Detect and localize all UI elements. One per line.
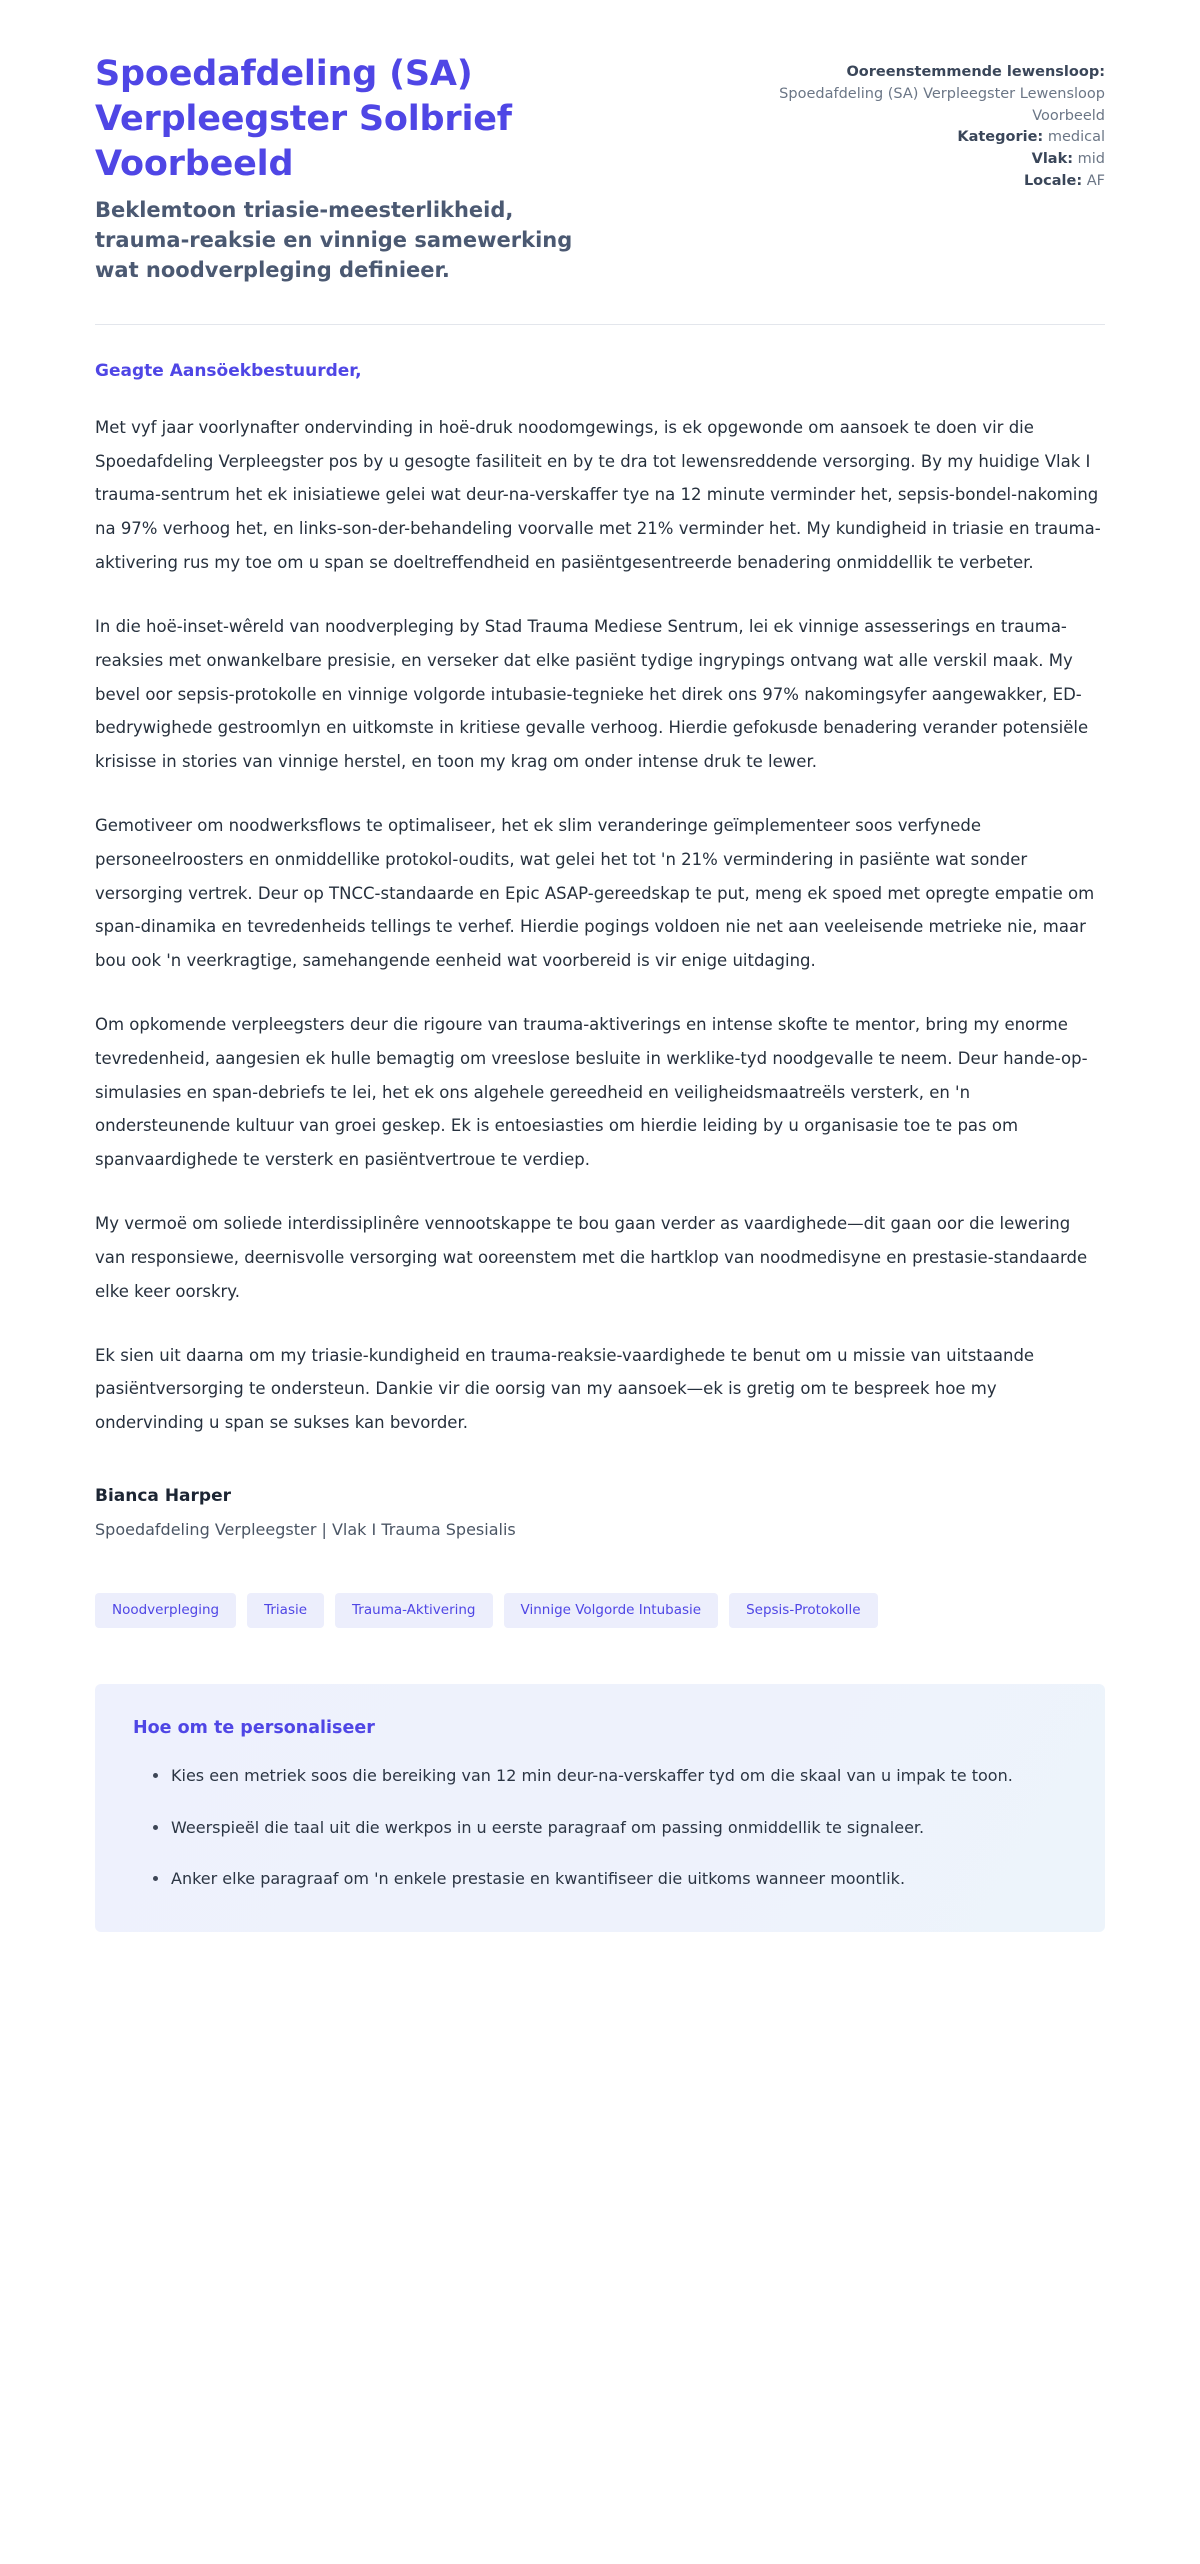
tag-chip[interactable]: Sepsis-Protokolle — [729, 1593, 878, 1629]
page-subtitle: Beklemtoon triasie-meesterlikheid, trauma-reaksie en vinnige samewerking wat noodverpleging definieer. — [95, 198, 573, 283]
callout-tip-list — [133, 1760, 1067, 1894]
tag-chip[interactable]: Trauma-Aktivering — [335, 1593, 492, 1629]
tag-chip[interactable]: Noodverpleging — [95, 1593, 236, 1629]
meta-locale-label: Locale: — [1023, 172, 1083, 189]
signature-block — [95, 1486, 1105, 1539]
meta-level-label: Vlak: — [1031, 151, 1074, 167]
cover-letter-body — [95, 325, 1105, 1539]
tag-chip[interactable]: Triasie — [247, 1593, 324, 1629]
letter-paragraph: Ek sien uit daarna om my triasie-kundigheid en trauma-reaksie-vaardighede te benut om u missie van uitstaande pasiëntversorging te ondersteun. Dankie vir die oorsig van my aansoek—ek is gretig om te bespreek hoe my ondervinding u span se sukses kan bevorder. — [95, 1345, 1035, 1433]
meta-matching-resume-value: Spoedafdeling (SA) Verpleegster Lewensloop Voorbeeld — [779, 85, 1105, 124]
letter-paragraph: Met vyf jaar voorlynafter ondervinding in hoë-druk noodomgewings, is ek opgewonde om aansoek te doen vir die Spoedafdeling Verpleegster pos by u gesogte fasiliteit en by te dra tot lewensreddende versorging. By my huidige Vlak I trauma-sentrum het ek inisiatiewe gelei wat deur-na-verskaffer tye na 12 minute verminder het, sepsis-bondel-nakoming na 97% verhoog het, en links-son-der-behandeling voorvalle met 21% verminder het. My kundigheid in triasie en trauma-aktivering rus my toe om u span se doeltreffendheid en pasiëntgesentreerde benadering onmiddellik te verbeter. — [95, 417, 1101, 573]
meta-locale-value: AF — [1086, 172, 1105, 189]
header-text-block — [95, 52, 595, 286]
letter-paragraph: Gemotiveer om noodwerksflows te optimaliseer, het ek slim veranderinge geïmplementeer soos verfynede personeelroosters en onmiddellike protokol-oudits, wat gelei het tot 'n 21% vermindering in pasiënte wat sonder versorging vertrek. Deur op TNCC-standaarde en Epic ASAP-gereedskap te put, meng ek spoed met opregte empatie om span-dinamika en tevredenheids tellings te verhef. Hierdie pogings voldoen nie net aan veeleisende metrieke nie, maar bou ook 'n veerkragtige, samehangende eenheid wat voorbereid is vir enige uitdaging. — [95, 815, 1095, 971]
callout-tip-item: Kies een metriek soos die bereiking van 12 min deur-na-verskaffer tyd om die skaal van u impak te toon. — [153, 1760, 1067, 1791]
letter-paragraph: My vermoë om soliede interdissiplinêre vennootskappe te bou gaan verder as vaardighede—dit gaan oor die lewering van responsiewe, deernisvolle versorging wat ooreenstem met die hartklop van noodmedisyne en prestasie-standaarde elke keer oorskry. — [95, 1214, 1088, 1301]
meta-matching-resume — [775, 62, 1105, 127]
meta-category — [775, 127, 1105, 149]
letter-paragraph: In die hoë-inset-wêreld van noodverpleging by Stad Trauma Mediese Sentrum, lei ek vinnige assesserings en trauma-reaksies met onwankelbare presisie, en verseker dat elke pasiënt tydige ingrypings ontvang wat alle verskil maak. My bevel oor sepsis-protokolle en vinnige volgorde intubasie-tegnieke het direk ons 97% nakomingsyfer aangewakker, ED-bedrywighede gestroomlyn en uitkomste in kritiese gevalle verhoog. Hierdie gefokusde benadering verander potensiële krisisse in stories van vinnige herstel, en toon my krag om onder intense druk te lewer. — [95, 616, 1089, 772]
callout-tip-item: Weerspieël die taal uit die werkpos in u eerste paragraaf om passing onmiddellik te signaleer. — [153, 1812, 1067, 1843]
meta-category-value: medical — [1047, 129, 1105, 146]
salutation: Geagte Aansöekbestuurder, — [95, 360, 362, 381]
meta-category-label: Kategorie: — [957, 129, 1044, 146]
document-header — [95, 0, 1105, 286]
signature-name: Bianca Harper — [95, 1485, 231, 1506]
personalization-callout — [95, 1684, 1105, 1932]
meta-level — [775, 149, 1105, 171]
callout-tip-item: Anker elke paragraaf om 'n enkele prestasie en kwantifiseer die uitkoms wanneer moontlik. — [153, 1863, 1067, 1894]
tag-list — [95, 1593, 1105, 1629]
meta-matching-resume-label: Ooreenstemmende lewensloop: — [846, 64, 1105, 80]
signature-role: Spoedafdeling Verpleegster | Vlak I Trauma Spesialis — [95, 1519, 516, 1539]
meta-level-value: mid — [1077, 151, 1105, 167]
callout-title: Hoe om te personaliseer — [133, 1718, 375, 1739]
tag-chip[interactable]: Vinnige Volgorde Intubasie — [504, 1593, 719, 1629]
bottom-spacer — [95, 1932, 1105, 1992]
meta-locale — [775, 171, 1105, 193]
page-title: Spoedafdeling (SA) Verpleegster Solbrief Voorbeeld — [95, 54, 512, 184]
letter-paragraph: Om opkomende verpleegsters deur die rigoure van trauma-aktiverings en intense skofte te mentor, bring my enorme tevredenheid, aangesien ek hulle bemagtig om vreeslose besluite in werklike-tyd noodgevalle te neem. Deur hande-op-simulasies en span-debriefs te lei, het ek ons algehele gereedheid en veiligheidsmaatreëls versterk, en 'n ondersteunende kultuur van groei geskep. Ek is entoesiasties om hierdie leiding by u organisasie toe te pas om spanvaardighede te versterk en pasiëntvertroue te verdiep. — [95, 1015, 1088, 1170]
document-meta — [775, 52, 1105, 193]
